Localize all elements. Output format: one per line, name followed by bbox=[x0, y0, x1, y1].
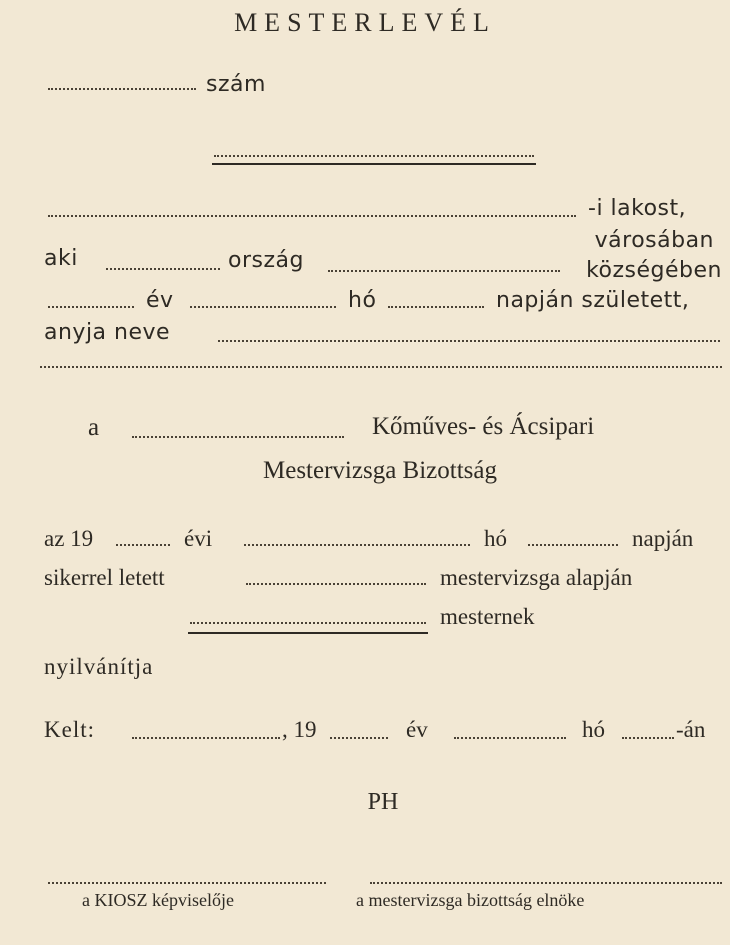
master-label: mesternek bbox=[440, 604, 535, 629]
napjan-label: napján bbox=[632, 526, 694, 551]
number-label: szám bbox=[206, 72, 266, 97]
issue-month-blank[interactable] bbox=[454, 737, 566, 739]
kiosz-signature-blank[interactable] bbox=[48, 882, 326, 884]
exam-day-blank[interactable] bbox=[528, 544, 618, 546]
kelt-label: Kelt: bbox=[44, 717, 95, 742]
document-title: MESTERLEVÉL bbox=[234, 8, 496, 37]
kiosz-representative-label: a KIOSZ képviselője bbox=[82, 890, 234, 910]
month-label: hó bbox=[348, 288, 377, 313]
title-blank[interactable] bbox=[214, 155, 534, 157]
committee-label: Mestervizsga Bizottság bbox=[263, 457, 497, 484]
declares-label: nyilvánítja bbox=[44, 654, 154, 679]
ho-label: hó bbox=[484, 526, 507, 551]
birth-month-blank[interactable] bbox=[190, 306, 336, 308]
committee-chairman-label: a mestervizsga bizottság elnöke bbox=[356, 890, 585, 910]
exam-basis-label: mestervizsga alapján bbox=[440, 565, 633, 590]
kelt-ho-label: hó bbox=[582, 717, 605, 742]
issue-day-blank[interactable] bbox=[622, 737, 674, 739]
seal-placeholder: PH bbox=[367, 789, 399, 815]
year-label: év bbox=[146, 288, 174, 313]
kelt-19-label: , 19 bbox=[282, 717, 317, 742]
exam-month-blank[interactable] bbox=[244, 544, 470, 546]
place-blank[interactable] bbox=[132, 737, 280, 739]
master-trade-underline bbox=[188, 632, 428, 634]
a-label: a bbox=[88, 414, 100, 441]
kelt-ev-label: év bbox=[406, 717, 428, 742]
born-label: napján született, bbox=[496, 288, 690, 313]
village-label: községében bbox=[586, 258, 722, 283]
country-blank[interactable] bbox=[106, 268, 220, 270]
issue-year-blank[interactable] bbox=[330, 737, 388, 739]
chairman-signature-blank[interactable] bbox=[370, 882, 722, 884]
master-trade-blank[interactable] bbox=[190, 622, 426, 624]
extra-blank[interactable] bbox=[40, 366, 722, 368]
mother-name-blank[interactable] bbox=[218, 340, 720, 342]
trade-label: Kőműves- és Ácsipari bbox=[372, 413, 595, 440]
passed-label: sikerrel letett bbox=[44, 565, 165, 590]
exam-type-blank[interactable] bbox=[246, 583, 426, 585]
exam-year-blank[interactable] bbox=[116, 544, 170, 546]
birth-year-blank[interactable] bbox=[48, 306, 134, 308]
city-blank[interactable] bbox=[328, 270, 560, 272]
residence-blank[interactable] bbox=[48, 215, 576, 217]
evi-label: évi bbox=[184, 526, 213, 551]
az-19-label: az 19 bbox=[44, 526, 94, 551]
birth-day-blank[interactable] bbox=[388, 306, 484, 308]
title-underline bbox=[212, 163, 536, 165]
country-label: ország bbox=[228, 248, 304, 273]
kelt-an-label: -án bbox=[676, 717, 706, 742]
committee-place-blank[interactable] bbox=[132, 436, 344, 438]
aki-label: aki bbox=[44, 246, 78, 271]
mother-name-label: anyja neve bbox=[44, 320, 171, 345]
number-blank[interactable] bbox=[48, 88, 196, 90]
city-label: városában bbox=[594, 228, 714, 253]
residence-suffix: -i lakost, bbox=[588, 196, 687, 221]
